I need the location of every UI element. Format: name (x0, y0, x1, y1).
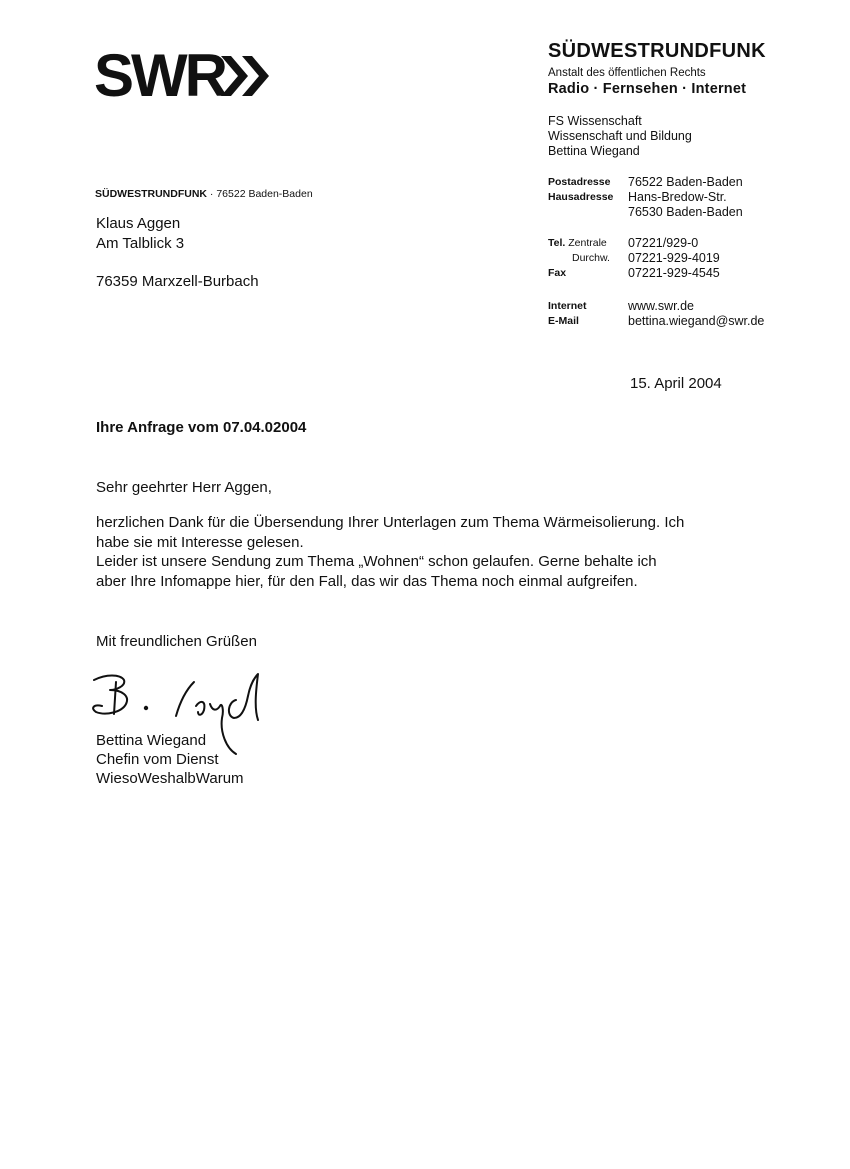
signer-program: WiesoWeshalbWarum (96, 770, 244, 787)
department-line: Wissenschaft und Bildung (548, 129, 692, 143)
swr-logo (94, 46, 278, 102)
direct-value: 07221-929-4019 (628, 251, 720, 265)
fax-label: Fax (548, 267, 567, 279)
post-label: Postadresse (548, 176, 611, 188)
department-line: Bettina Wiegand (548, 144, 640, 158)
body-line: Leider ist unsere Sendung zum Thema „Wohnen“ schon gelaufen. Gerne behalte ich (96, 553, 657, 570)
tel-value: 07221/929-0 (628, 236, 699, 250)
body-line: habe sie mit Interesse gelesen. (96, 533, 304, 551)
house-value: 76530 Baden-Baden (628, 205, 743, 219)
email-value: bettina.wiegand@swr.de (628, 314, 765, 328)
web-block (548, 299, 764, 329)
organization-subtitle: Anstalt des öffentlichen Rechts (548, 67, 706, 79)
svg-text:SWR: SWR (94, 46, 225, 102)
body-line: herzlichen Dank für die Übersendung Ihrer Unterlagen zum Thema Wärmeisolierung. Ich (96, 514, 685, 531)
letter-subject: Ihre Anfrage vom 07.04.02004 (96, 419, 307, 436)
house-label: Hausadresse (548, 191, 614, 203)
organization-name: SÜDWESTRUNDFUNK (548, 40, 766, 62)
internet-value: www.swr.de (628, 299, 694, 313)
recipient-address (96, 214, 259, 292)
internet-label: Internet (548, 300, 587, 312)
fax-value: 07221-929-4545 (628, 266, 720, 280)
signer-title: Chefin vom Dienst (96, 751, 219, 768)
recipient-city: 76359 Marxzell-Burbach (96, 273, 259, 290)
letter-date: 15. April 2004 (630, 375, 722, 392)
house-value: Hans-Bredow-Str. (628, 190, 727, 204)
direct-label: Durchw. (572, 252, 610, 264)
salutation: Sehr geehrter Herr Aggen, (96, 479, 272, 496)
signer-name: Bettina Wiegand (96, 732, 207, 749)
organization-tagline: Radio · Fernsehen · Internet (548, 81, 747, 97)
recipient-name: Klaus Aggen (96, 215, 181, 232)
letter-body (96, 513, 736, 591)
logo-chevron-1 (221, 56, 248, 96)
body-line: aber Ihre Infomappe hier, für den Fall, das wir das Thema noch einmal aufgreifen. (96, 572, 638, 590)
department-block (548, 114, 692, 159)
closing: Mit freundlichen Grüßen (96, 633, 257, 650)
signer-block (96, 731, 244, 788)
sender-return-line: SÜDWESTRUNDFUNK · 76522 Baden-Baden (95, 188, 313, 200)
address-block (548, 175, 743, 220)
tel-label: Tel. Zentrale (548, 237, 607, 249)
phone-block (548, 236, 720, 281)
department-line: FS Wissenschaft (548, 114, 642, 128)
email-label: E-Mail (548, 315, 579, 327)
recipient-street: Am Talblick 3 (96, 235, 185, 252)
post-value: 76522 Baden-Baden (628, 175, 743, 189)
